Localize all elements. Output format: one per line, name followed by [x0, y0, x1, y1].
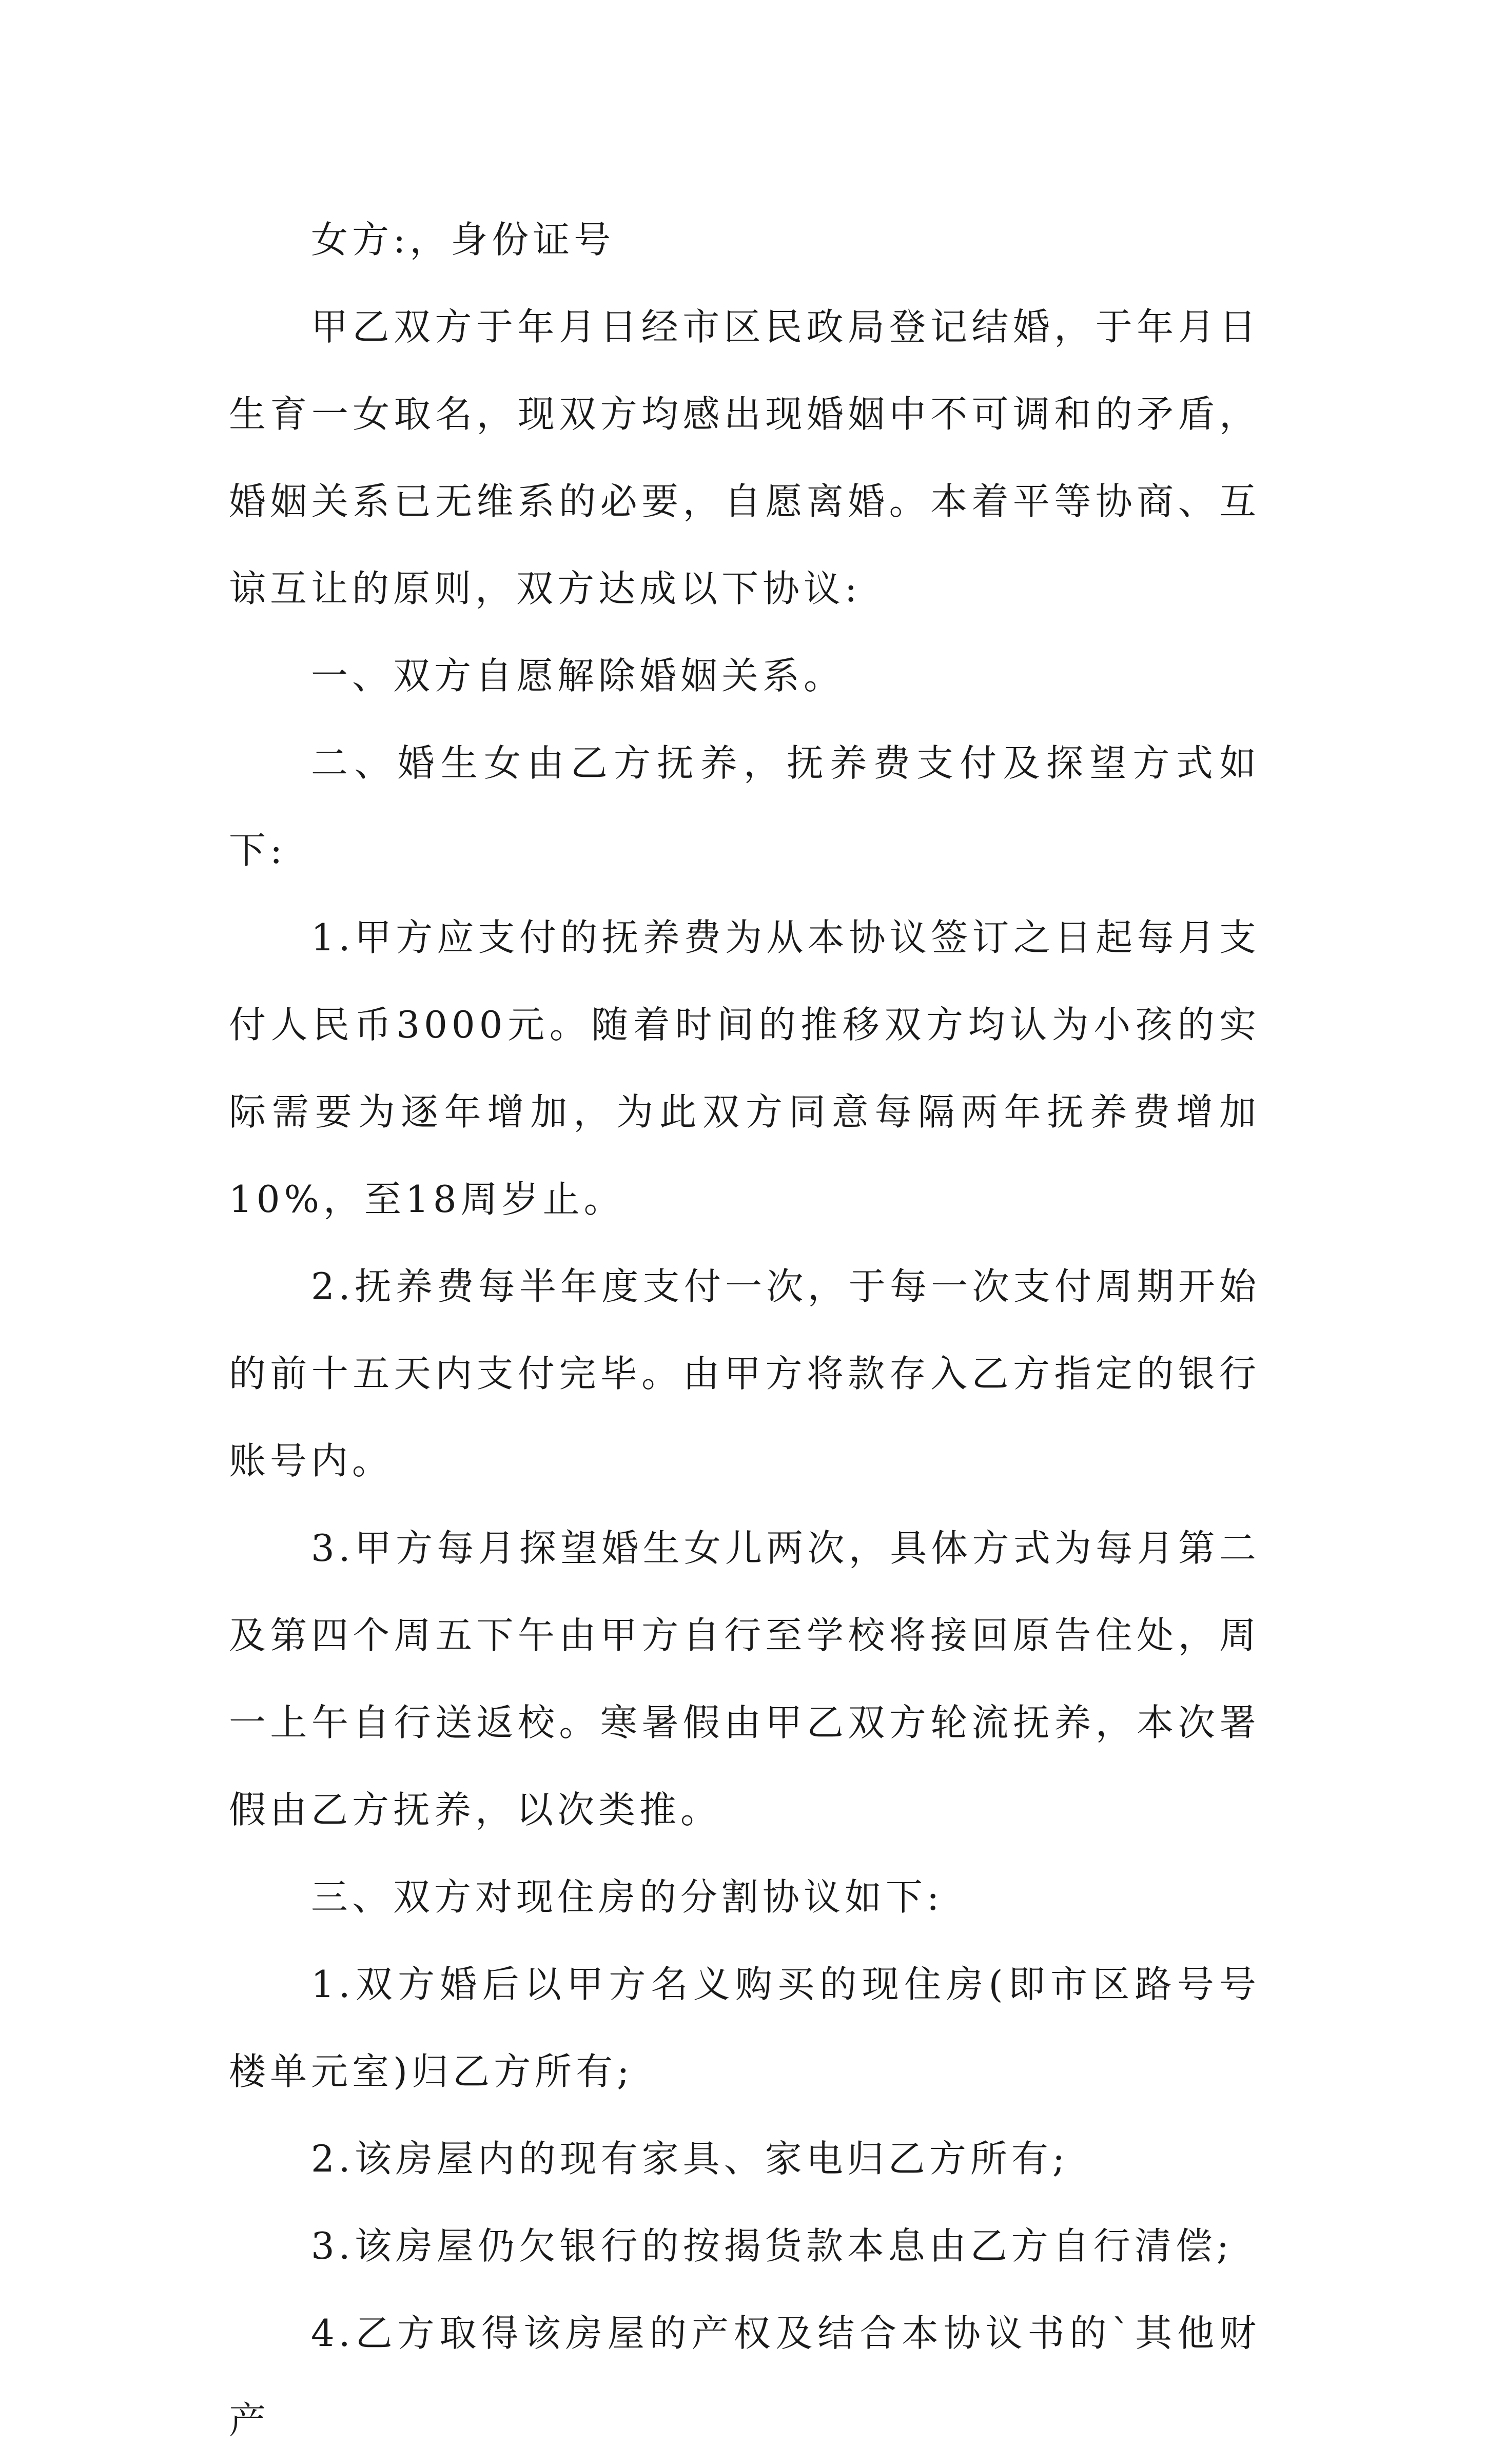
- paragraph-clause-2-item-1: 1.甲方应支付的抚养费为从本协议签订之日起每月支付人民币3000元。随着时间的推移双方均认为小孩的实际需要为逐年增加，为此双方同意每隔两年抚养费增加10%，至18周岁止。: [229, 916, 1260, 1221]
- paragraph-clause-1: 一、双方自愿解除婚姻关系。: [311, 654, 845, 697]
- paragraph-clause-2-item-2: 2.抚养费每半年度支付一次，于每一次支付周期开始的前十五天内支付完毕。由甲方将款存入乙方指定的银行账号内。: [229, 1265, 1260, 1482]
- paragraph-clause-3: 三、双方对现住房的分割协议如下:: [311, 1875, 944, 1919]
- paragraph-preamble: 甲乙双方于年月日经市区民政局登记结婚，于年月日生育一女取名，现双方均感出现婚姻中不可调和的矛盾，婚姻关系已无维系的必要，自愿离婚。本着平等协商、互谅互让的原则，双方达成以下协议:: [229, 305, 1260, 610]
- document-body: [229, 196, 1260, 2464]
- paragraph-clause-2: 二、婚生女由乙方抚养，抚养费支付及探望方式如下:: [229, 741, 1260, 872]
- paragraph-female-party: 女方:，身份证号: [311, 218, 615, 261]
- paragraph-clause-3-item-2: 2.该房屋内的现有家具、家电归乙方所有;: [311, 2137, 1069, 2180]
- paragraph-clause-3-item-1: 1.双方婚后以甲方名义购买的现住房(即市区路号号楼单元室)归乙方所有;: [229, 1963, 1260, 2093]
- paragraph-clause-3-item-4: 4.乙方取得该房屋的产权及结合本协议书的`其他财产: [229, 2312, 1260, 2442]
- paragraph-clause-3-item-3: 3.该房屋仍欠银行的按揭货款本息由乙方自行清偿;: [311, 2224, 1233, 2267]
- paragraph-clause-2-item-3: 3.甲方每月探望婚生女儿两次，具体方式为每月第二及第四个周五下午由甲方自行至学校将接回原告住处，周一上午自行送返校。寒暑假由甲乙双方轮流抚养，本次署假由乙方抚养，以次类推。: [229, 1527, 1260, 1831]
